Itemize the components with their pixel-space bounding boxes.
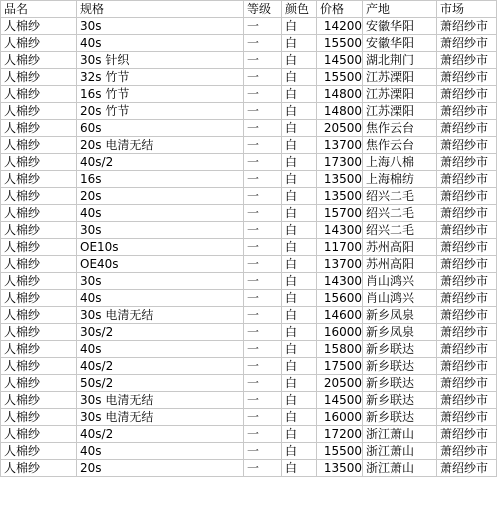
cell-product-name[interactable]: 人棉纱	[1, 409, 77, 426]
cell-origin[interactable]: 安徽华阳	[363, 18, 437, 35]
cell-color[interactable]: 白	[282, 103, 317, 120]
cell-spec[interactable]: 60s	[77, 120, 244, 137]
cell-grade[interactable]: 一	[244, 171, 282, 188]
cell-color[interactable]: 白	[282, 86, 317, 103]
cell-price[interactable]: 15500	[317, 35, 363, 52]
cell-origin[interactable]: 浙江萧山	[363, 460, 437, 477]
cell-price[interactable]: 13700	[317, 137, 363, 154]
cell-spec[interactable]: 20s	[77, 188, 244, 205]
cell-origin[interactable]: 苏州高阳	[363, 256, 437, 273]
cell-grade[interactable]: 一	[244, 239, 282, 256]
cell-grade[interactable]: 一	[244, 273, 282, 290]
cell-spec[interactable]: 40s/2	[77, 426, 244, 443]
cell-market[interactable]: 萧绍纱市	[437, 35, 497, 52]
cell-market[interactable]: 萧绍纱市	[437, 86, 497, 103]
cell-price[interactable]: 14500	[317, 392, 363, 409]
cell-market[interactable]: 萧绍纱市	[437, 307, 497, 324]
table-row	[1, 52, 497, 69]
table-row	[1, 409, 497, 426]
cell-origin[interactable]: 上海棉纺	[363, 171, 437, 188]
cell-spec[interactable]: 40s	[77, 205, 244, 222]
cell-product-name[interactable]: 人棉纱	[1, 205, 77, 222]
cell-price[interactable]: 15500	[317, 69, 363, 86]
cell-origin[interactable]: 苏州高阳	[363, 239, 437, 256]
cell-price[interactable]: 20500	[317, 120, 363, 137]
cell-market[interactable]: 萧绍纱市	[437, 460, 497, 477]
table-row	[1, 69, 497, 86]
cell-color[interactable]: 白	[282, 35, 317, 52]
cell-spec[interactable]: 30s 电清无结	[77, 307, 244, 324]
cell-price[interactable]: 14500	[317, 52, 363, 69]
cell-market[interactable]: 萧绍纱市	[437, 392, 497, 409]
cell-product-name[interactable]: 人棉纱	[1, 154, 77, 171]
table-row	[1, 35, 497, 52]
cell-origin[interactable]: 浙江萧山	[363, 443, 437, 460]
cell-product-name[interactable]: 人棉纱	[1, 375, 77, 392]
cell-color[interactable]: 白	[282, 375, 317, 392]
cell-color[interactable]: 白	[282, 460, 317, 477]
cell-price[interactable]: 14300	[317, 273, 363, 290]
cell-price[interactable]: 13500	[317, 188, 363, 205]
cell-color[interactable]: 白	[282, 120, 317, 137]
cell-product-name[interactable]: 人棉纱	[1, 52, 77, 69]
cell-origin[interactable]: 湖北荆门	[363, 52, 437, 69]
cell-origin[interactable]: 新乡凤泉	[363, 324, 437, 341]
cell-grade[interactable]: 一	[244, 188, 282, 205]
cell-product-name[interactable]: 人棉纱	[1, 137, 77, 154]
cell-grade[interactable]: 一	[244, 307, 282, 324]
cell-spec[interactable]: 40s	[77, 35, 244, 52]
table-row	[1, 137, 497, 154]
cell-color[interactable]: 白	[282, 256, 317, 273]
table-row	[1, 188, 497, 205]
header-row	[1, 1, 497, 18]
cell-market[interactable]: 萧绍纱市	[437, 443, 497, 460]
cell-market[interactable]: 萧绍纱市	[437, 290, 497, 307]
cell-spec[interactable]: 30s 电清无结	[77, 409, 244, 426]
cell-spec[interactable]: 30s	[77, 222, 244, 239]
cell-spec[interactable]: 20s 电清无结	[77, 137, 244, 154]
cell-color[interactable]: 白	[282, 341, 317, 358]
cell-spec[interactable]: 30s 电清无结	[77, 392, 244, 409]
cell-color[interactable]: 白	[282, 426, 317, 443]
cell-grade[interactable]: 一	[244, 137, 282, 154]
cell-grade[interactable]: 一	[244, 324, 282, 341]
table-row	[1, 256, 497, 273]
header-market[interactable]: 市场	[437, 1, 497, 18]
cell-grade[interactable]: 一	[244, 460, 282, 477]
cell-market[interactable]: 萧绍纱市	[437, 409, 497, 426]
cell-price[interactable]: 14300	[317, 222, 363, 239]
cell-color[interactable]: 白	[282, 409, 317, 426]
cell-product-name[interactable]: 人棉纱	[1, 324, 77, 341]
cell-product-name[interactable]: 人棉纱	[1, 307, 77, 324]
cell-spec[interactable]: 40s	[77, 290, 244, 307]
cell-color[interactable]: 白	[282, 290, 317, 307]
cell-grade[interactable]: 一	[244, 154, 282, 171]
cell-price[interactable]: 15600	[317, 290, 363, 307]
cell-grade[interactable]: 一	[244, 120, 282, 137]
cell-product-name[interactable]: 人棉纱	[1, 341, 77, 358]
table-row	[1, 120, 497, 137]
cell-market[interactable]: 萧绍纱市	[437, 256, 497, 273]
cell-color[interactable]: 白	[282, 443, 317, 460]
table-row	[1, 460, 497, 477]
header-product-name[interactable]: 品名	[1, 1, 77, 18]
cell-product-name[interactable]: 人棉纱	[1, 239, 77, 256]
cell-grade[interactable]: 一	[244, 426, 282, 443]
cell-product-name[interactable]: 人棉纱	[1, 86, 77, 103]
cell-color[interactable]: 白	[282, 205, 317, 222]
cell-market[interactable]: 萧绍纱市	[437, 426, 497, 443]
header-color[interactable]: 颜色	[282, 1, 317, 18]
cell-price[interactable]: 14800	[317, 86, 363, 103]
cell-price[interactable]: 15800	[317, 341, 363, 358]
cell-spec[interactable]: 32s 竹节	[77, 69, 244, 86]
cell-product-name[interactable]: 人棉纱	[1, 18, 77, 35]
cell-origin[interactable]: 绍兴二毛	[363, 188, 437, 205]
cell-spec[interactable]: 40s/2	[77, 154, 244, 171]
cell-spec[interactable]: 50s/2	[77, 375, 244, 392]
cell-color[interactable]: 白	[282, 137, 317, 154]
cell-grade[interactable]: 一	[244, 341, 282, 358]
table-row	[1, 375, 497, 392]
table-row	[1, 86, 497, 103]
header-grade[interactable]: 等级	[244, 1, 282, 18]
cell-product-name[interactable]: 人棉纱	[1, 69, 77, 86]
cell-product-name[interactable]: 人棉纱	[1, 256, 77, 273]
cell-grade[interactable]: 一	[244, 375, 282, 392]
cell-color[interactable]: 白	[282, 222, 317, 239]
cell-market[interactable]: 萧绍纱市	[437, 120, 497, 137]
cell-color[interactable]: 白	[282, 307, 317, 324]
cell-grade[interactable]: 一	[244, 358, 282, 375]
cell-market[interactable]: 萧绍纱市	[437, 171, 497, 188]
cell-market[interactable]: 萧绍纱市	[437, 154, 497, 171]
cell-market[interactable]: 萧绍纱市	[437, 358, 497, 375]
cell-price[interactable]: 17500	[317, 358, 363, 375]
header-origin[interactable]: 产地	[363, 1, 437, 18]
cell-spec[interactable]: 16s 竹节	[77, 86, 244, 103]
cell-market[interactable]: 萧绍纱市	[437, 222, 497, 239]
cell-price[interactable]: 15500	[317, 443, 363, 460]
cell-origin[interactable]: 江苏溧阳	[363, 103, 437, 120]
cell-origin[interactable]: 新乡联达	[363, 341, 437, 358]
table-row	[1, 392, 497, 409]
header-spec[interactable]: 规格	[77, 1, 244, 18]
cell-price[interactable]: 14200	[317, 18, 363, 35]
cell-origin[interactable]: 绍兴二毛	[363, 222, 437, 239]
cell-spec[interactable]: OE10s	[77, 239, 244, 256]
cell-market[interactable]: 萧绍纱市	[437, 69, 497, 86]
cell-grade[interactable]: 一	[244, 35, 282, 52]
cell-market[interactable]: 萧绍纱市	[437, 341, 497, 358]
cell-origin[interactable]: 新乡凤泉	[363, 307, 437, 324]
cell-price[interactable]: 13500	[317, 171, 363, 188]
cell-spec[interactable]: 30s	[77, 273, 244, 290]
table-row	[1, 324, 497, 341]
cell-product-name[interactable]: 人棉纱	[1, 392, 77, 409]
cell-color[interactable]: 白	[282, 18, 317, 35]
cell-origin[interactable]: 浙江萧山	[363, 426, 437, 443]
cell-product-name[interactable]: 人棉纱	[1, 103, 77, 120]
cell-grade[interactable]: 一	[244, 443, 282, 460]
cell-origin[interactable]: 焦作云台	[363, 137, 437, 154]
cell-market[interactable]: 萧绍纱市	[437, 239, 497, 256]
table-body	[1, 1, 497, 477]
cell-product-name[interactable]: 人棉纱	[1, 171, 77, 188]
cell-grade[interactable]: 一	[244, 86, 282, 103]
cell-product-name[interactable]: 人棉纱	[1, 273, 77, 290]
cell-spec[interactable]: 40s	[77, 443, 244, 460]
cell-market[interactable]: 萧绍纱市	[437, 375, 497, 392]
table-row	[1, 358, 497, 375]
cell-grade[interactable]: 一	[244, 256, 282, 273]
cell-spec[interactable]: 20s	[77, 460, 244, 477]
cell-product-name[interactable]: 人棉纱	[1, 426, 77, 443]
cell-spec[interactable]: 16s	[77, 171, 244, 188]
cell-spec[interactable]: 30s	[77, 18, 244, 35]
cell-origin[interactable]: 焦作云台	[363, 120, 437, 137]
cell-market[interactable]: 萧绍纱市	[437, 324, 497, 341]
cell-color[interactable]: 白	[282, 273, 317, 290]
table-row	[1, 290, 497, 307]
cell-color[interactable]: 白	[282, 358, 317, 375]
cell-origin[interactable]: 绍兴二毛	[363, 205, 437, 222]
cell-color[interactable]: 白	[282, 392, 317, 409]
cell-grade[interactable]: 一	[244, 18, 282, 35]
cell-price[interactable]: 20500	[317, 375, 363, 392]
cell-spec[interactable]: 20s 竹节	[77, 103, 244, 120]
cell-grade[interactable]: 一	[244, 103, 282, 120]
cell-price[interactable]: 13700	[317, 256, 363, 273]
table-row	[1, 426, 497, 443]
cell-product-name[interactable]: 人棉纱	[1, 120, 77, 137]
cell-market[interactable]: 萧绍纱市	[437, 52, 497, 69]
cell-grade[interactable]: 一	[244, 69, 282, 86]
cell-grade[interactable]: 一	[244, 290, 282, 307]
cell-price[interactable]: 11700	[317, 239, 363, 256]
cell-grade[interactable]: 一	[244, 392, 282, 409]
cell-product-name[interactable]: 人棉纱	[1, 443, 77, 460]
cell-market[interactable]: 萧绍纱市	[437, 188, 497, 205]
cell-market[interactable]: 萧绍纱市	[437, 273, 497, 290]
cell-price[interactable]: 14800	[317, 103, 363, 120]
header-price[interactable]: 价格	[317, 1, 363, 18]
cell-color[interactable]: 白	[282, 69, 317, 86]
table-row	[1, 103, 497, 120]
cell-color[interactable]: 白	[282, 188, 317, 205]
cell-color[interactable]: 白	[282, 52, 317, 69]
cell-origin[interactable]: 江苏溧阳	[363, 86, 437, 103]
cell-grade[interactable]: 一	[244, 52, 282, 69]
cell-spec[interactable]: OE40s	[77, 256, 244, 273]
cell-market[interactable]: 萧绍纱市	[437, 18, 497, 35]
cell-origin[interactable]: 新乡联达	[363, 392, 437, 409]
cell-price[interactable]: 15700	[317, 205, 363, 222]
table-row	[1, 154, 497, 171]
cell-market[interactable]: 萧绍纱市	[437, 103, 497, 120]
cell-color[interactable]: 白	[282, 154, 317, 171]
cell-color[interactable]: 白	[282, 171, 317, 188]
cell-origin[interactable]: 肖山鸿兴	[363, 290, 437, 307]
cell-product-name[interactable]: 人棉纱	[1, 222, 77, 239]
cell-origin[interactable]: 新乡联达	[363, 375, 437, 392]
cell-price[interactable]: 17300	[317, 154, 363, 171]
cell-color[interactable]: 白	[282, 324, 317, 341]
cell-origin[interactable]: 新乡联达	[363, 358, 437, 375]
cell-origin[interactable]: 上海八棉	[363, 154, 437, 171]
cell-market[interactable]: 萧绍纱市	[437, 137, 497, 154]
cell-grade[interactable]: 一	[244, 205, 282, 222]
cell-grade[interactable]: 一	[244, 409, 282, 426]
cell-origin[interactable]: 江苏溧阳	[363, 69, 437, 86]
cell-product-name[interactable]: 人棉纱	[1, 290, 77, 307]
table-row	[1, 239, 497, 256]
table-row	[1, 205, 497, 222]
table-row	[1, 18, 497, 35]
table-row	[1, 222, 497, 239]
table-row	[1, 171, 497, 188]
cell-market[interactable]: 萧绍纱市	[437, 205, 497, 222]
table-row	[1, 443, 497, 460]
cell-product-name[interactable]: 人棉纱	[1, 358, 77, 375]
cell-color[interactable]: 白	[282, 239, 317, 256]
table-row	[1, 307, 497, 324]
cell-price[interactable]: 16000	[317, 324, 363, 341]
cell-spec[interactable]: 30s/2	[77, 324, 244, 341]
cell-price[interactable]: 16000	[317, 409, 363, 426]
cell-origin[interactable]: 安徽华阳	[363, 35, 437, 52]
cell-price[interactable]: 13500	[317, 460, 363, 477]
cell-spec[interactable]: 40s/2	[77, 358, 244, 375]
cell-price[interactable]: 14600	[317, 307, 363, 324]
cell-origin[interactable]: 新乡联达	[363, 409, 437, 426]
cell-spec[interactable]: 40s	[77, 341, 244, 358]
table-row	[1, 273, 497, 290]
cell-product-name[interactable]: 人棉纱	[1, 460, 77, 477]
table-row	[1, 341, 497, 358]
cell-origin[interactable]: 肖山鸿兴	[363, 273, 437, 290]
cell-spec[interactable]: 30s 针织	[77, 52, 244, 69]
cell-grade[interactable]: 一	[244, 222, 282, 239]
cell-price[interactable]: 17200	[317, 426, 363, 443]
cell-product-name[interactable]: 人棉纱	[1, 188, 77, 205]
cell-product-name[interactable]: 人棉纱	[1, 35, 77, 52]
